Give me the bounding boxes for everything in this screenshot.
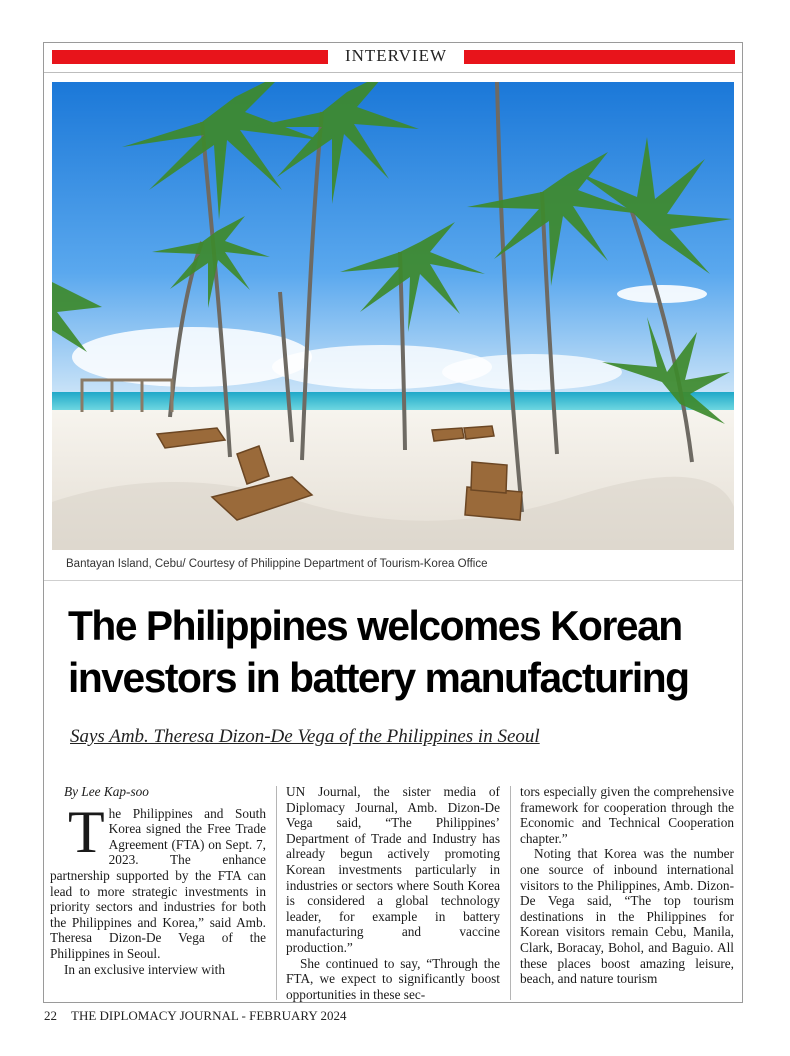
body-paragraph: She continued to say, “Through the FTA, we expect to significantly boost opportunities in these sec-	[286, 955, 500, 1002]
body-column-1	[50, 784, 266, 977]
body-paragraph: UN Journal, the sister media of Diplomacy Journal, Amb. Dizon-De Vega said, “The Philippines’ Department of Trade and Industry has already begun actively promoting Korean investments particularly in industries or sectors where South Korea is considered a global technology leader, for example in battery manufacturing and vaccine production.”	[286, 784, 500, 955]
headline-line-1: The Philippines welcomes Korean	[68, 602, 682, 649]
paragraph-text: he Philippines and South Korea signed the Free Trade Agreement (FTA) on Sept. 7, 2023. The enhance partnership supported by the FTA can lead to more strategic investments in priority sectors and industries for both the Philippines and Korea,” said Amb. Theresa Dizon-De Vega of the Philippines in Seoul.	[50, 805, 266, 961]
body-column-3	[520, 784, 734, 987]
publication-name: THE DIPLOMACY JOURNAL - FEBRUARY 2024	[71, 1008, 347, 1023]
beach-photo	[52, 82, 734, 550]
headline-line-2: investors in battery manufacturing	[68, 654, 689, 701]
section-label: INTERVIEW	[344, 46, 448, 65]
page-footer	[44, 1008, 347, 1024]
body-paragraph	[50, 798, 266, 962]
section-rule-left	[52, 50, 328, 64]
body-paragraph: In an exclusive interview with	[64, 961, 225, 977]
photo-caption: Bantayan Island, Cebu/ Courtesy of Philippine Department of Tourism-Korea Office	[66, 558, 488, 570]
byline: By Lee Kap-soo	[64, 784, 149, 799]
section-rule-right	[464, 50, 735, 64]
column-divider	[510, 786, 511, 1000]
column-divider	[276, 786, 277, 1000]
body-column-2	[286, 784, 500, 1002]
drop-cap: T	[68, 798, 105, 865]
article-headline	[68, 600, 747, 704]
article-deck: Says Amb. Theresa Dizon-De Vega of the Philippines in Seoul	[70, 726, 540, 747]
body-paragraph: Noting that Korea was the number one source of inbound international visitors to the Philippines, Amb. Dizon-De Vega said, “The top tourism destinations in the Philippines for Korean visitors remain Cebu, Manila, Clark, Boracay, Bohol, and Baguio. All these places boost amazing leisure, beach, and nature tourism	[520, 846, 734, 987]
page-number: 22	[44, 1008, 57, 1023]
body-paragraph: tors especially given the comprehensive framework for cooperation through the Economic and Technical Cooperation chapter.”	[520, 784, 734, 846]
header-divider	[44, 72, 742, 73]
caption-divider	[44, 580, 742, 581]
